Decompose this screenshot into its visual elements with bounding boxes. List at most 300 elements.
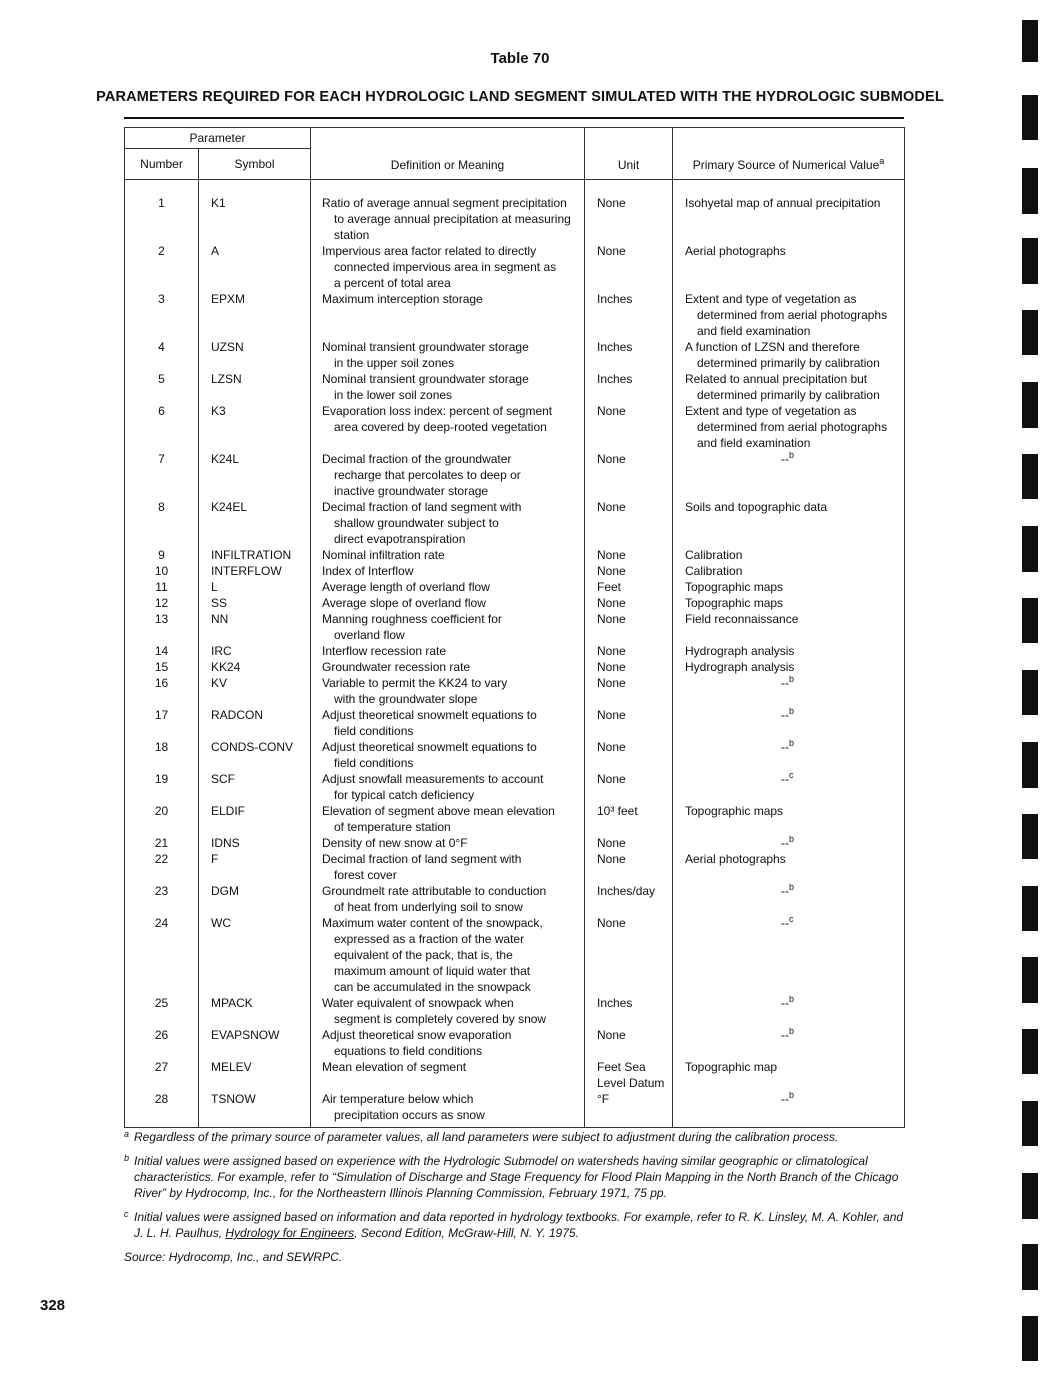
- dash-text: --: [781, 916, 789, 930]
- definition-line: connected impervious area in segment as: [334, 260, 557, 274]
- source-line: Aerial photographs: [685, 244, 786, 258]
- parameter-number: 5: [125, 371, 199, 403]
- parameter-definition: [311, 851, 585, 883]
- definition-line: Index of Interflow: [322, 564, 414, 578]
- parameter-symbol: K24EL: [199, 499, 311, 547]
- unit-line: None: [597, 836, 626, 850]
- no-source-dash: [685, 884, 794, 898]
- parameter-unit: [585, 1091, 673, 1128]
- parameter-symbol: L: [199, 579, 311, 595]
- parameter-definition: [311, 995, 585, 1027]
- parameter-definition: [311, 243, 585, 291]
- no-source-dash: [685, 708, 794, 722]
- parameter-unit: [585, 579, 673, 595]
- page-number: 328: [40, 1297, 66, 1314]
- source-footnote-marker: a: [879, 156, 885, 166]
- parameter-unit: [585, 835, 673, 851]
- table-row: [125, 339, 905, 371]
- definition-line: Air temperature below which: [322, 1092, 474, 1106]
- parameter-number: 4: [125, 339, 199, 371]
- unit-line: None: [597, 644, 626, 658]
- parameter-definition: [311, 1091, 585, 1128]
- footnote-ref: b: [789, 706, 795, 716]
- unit-line: None: [597, 1028, 626, 1042]
- parameter-unit: [585, 643, 673, 659]
- scan-edge-mark: [1022, 1029, 1038, 1074]
- definition-line: Mean elevation of segment: [322, 1060, 467, 1074]
- table-row: [125, 403, 905, 451]
- definition-line: with the groundwater slope: [334, 692, 478, 706]
- definition-line: Decimal fraction of land segment with: [322, 500, 522, 514]
- scan-edge-mark: [1022, 1244, 1038, 1290]
- unit-line: Inches: [597, 996, 633, 1010]
- definition-line: Variable to permit the KK24 to vary: [322, 676, 508, 690]
- parameter-definition: [311, 547, 585, 563]
- parameter-source: [673, 579, 905, 595]
- parameter-source: [673, 739, 905, 771]
- table-row: [125, 499, 905, 547]
- parameter-symbol: EPXM: [199, 291, 311, 339]
- table-label: Table 70: [490, 50, 550, 67]
- parameter-unit: [585, 915, 673, 995]
- source-line: and field examination: [697, 436, 811, 450]
- source-line: Isohyetal map of annual precipitation: [685, 196, 881, 210]
- source-column-header-text: Primary Source of Numerical Value: [692, 158, 880, 172]
- footnote-b-mark: b: [124, 1153, 130, 1163]
- parameter-definition: [311, 1059, 585, 1091]
- parameter-symbol: KK24: [199, 659, 311, 675]
- parameter-definition: [311, 643, 585, 659]
- parameter-symbol: MELEV: [199, 1059, 311, 1091]
- parameter-unit: [585, 1027, 673, 1059]
- parameter-number: 19: [125, 771, 199, 803]
- source-line: Hydrograph analysis: [685, 644, 795, 658]
- no-source-dash: [685, 772, 794, 786]
- unit-line: Level Datum: [597, 1076, 665, 1090]
- parameter-source: [673, 595, 905, 611]
- footnote-ref: c: [789, 770, 794, 780]
- definition-line: Density of new snow at 0°F: [322, 836, 468, 850]
- dash-text: --: [781, 996, 789, 1010]
- source-line: determined primarily by calibration: [697, 388, 880, 402]
- definition-line: Average length of overland flow: [322, 580, 490, 594]
- definition-line: inactive groundwater storage: [334, 484, 489, 498]
- source-note: Source: Hydrocomp, Inc., and SEWRPC.: [124, 1250, 343, 1264]
- footnote-ref: b: [789, 674, 795, 684]
- footnote-a-text: Regardless of the primary source of parameter values, all land parameters were subject to adjustment during the calibration process.: [134, 1130, 839, 1144]
- footnote-b-text: Initial values were assigned based on experience with the Hydrologic Submodel on watersheds having similar geographic or climatological characteristics. For example, refer to “Simulation of Discharge and Stage Frequency for Flood Plain Mapping in the North Branch of the Chicago River” by Hydrocomp, Inc., for the Northeastern Illinois Planning Commission, February 1971, 75 pp.: [134, 1154, 899, 1200]
- parameter-number: 17: [125, 707, 199, 739]
- parameter-source: [673, 643, 905, 659]
- parameter-symbol: MPACK: [199, 995, 311, 1027]
- unit-line: None: [597, 564, 626, 578]
- parameter-number: 10: [125, 563, 199, 579]
- definition-line: Nominal transient groundwater storage: [322, 340, 529, 354]
- definition-line: Groundmelt rate attributable to conduction: [322, 884, 547, 898]
- parameter-symbol: CONDS-CONV: [199, 739, 311, 771]
- parameter-definition: [311, 835, 585, 851]
- footnote-ref: b: [789, 450, 795, 460]
- source-line: Field reconnaissance: [685, 612, 799, 626]
- definition-line: can be accumulated in the snowpack: [334, 980, 531, 994]
- parameter-number: 12: [125, 595, 199, 611]
- unit-line: 10³ feet: [597, 804, 638, 818]
- parameter-unit: [585, 707, 673, 739]
- table-row: [125, 803, 905, 835]
- table-row: [125, 643, 905, 659]
- parameter-definition: [311, 595, 585, 611]
- parameter-unit: [585, 403, 673, 451]
- unit-line: Inches/day: [597, 884, 656, 898]
- table-row: [125, 659, 905, 675]
- definition-line: Ratio of average annual segment precipitation: [322, 196, 567, 210]
- parameter-symbol: F: [199, 851, 311, 883]
- scan-edge-mark: [1022, 238, 1038, 284]
- definition-line: Average slope of overland flow: [322, 596, 486, 610]
- parameter-symbol: DGM: [199, 883, 311, 915]
- footnote-ref: b: [789, 994, 795, 1004]
- definition-line: overland flow: [334, 628, 405, 642]
- source-line: Extent and type of vegetation as: [685, 404, 857, 418]
- number-column-header: Number: [125, 149, 199, 180]
- scan-edge-mark: [1022, 20, 1038, 62]
- table-top-rule: [124, 117, 904, 119]
- parameter-unit: [585, 883, 673, 915]
- footnote-ref: b: [789, 738, 795, 748]
- definition-line: in the upper soil zones: [334, 356, 455, 370]
- dash-text: --: [781, 452, 789, 466]
- footnote-c-text-before: Initial values were assigned based on information and data reported in hydrology textbooks. For example, refer to R. K. Linsley, M. A. Kohler, and J. L. H. Paulhus,: [134, 1210, 904, 1240]
- source-line: determined from aerial photographs: [697, 308, 888, 322]
- table-row: [125, 547, 905, 563]
- unit-line: None: [597, 452, 626, 466]
- source-line: Soils and topographic data: [685, 500, 828, 514]
- parameter-number: 6: [125, 403, 199, 451]
- parameter-symbol: INFILTRATION: [199, 547, 311, 563]
- no-source-dash: [685, 676, 794, 690]
- unit-line: Inches: [597, 372, 633, 386]
- parameter-unit: [585, 803, 673, 835]
- table-row: [125, 595, 905, 611]
- dash-text: --: [781, 740, 789, 754]
- table-row: [125, 1059, 905, 1091]
- parameter-definition: [311, 803, 585, 835]
- definition-line: Decimal fraction of land segment with: [322, 852, 522, 866]
- parameter-unit: [585, 339, 673, 371]
- table-row: [125, 851, 905, 883]
- parameter-source: [673, 851, 905, 883]
- table-row: [125, 563, 905, 579]
- parameter-number: 23: [125, 883, 199, 915]
- parameter-definition: [311, 499, 585, 547]
- scan-edge-mark: [1022, 742, 1038, 788]
- parameter-number: 13: [125, 611, 199, 643]
- footnote-ref: b: [789, 834, 795, 844]
- unit-line: None: [597, 404, 626, 418]
- parameter-source: [673, 547, 905, 563]
- unit-line: Inches: [597, 340, 633, 354]
- definition-line: field conditions: [334, 756, 414, 770]
- parameter-symbol: KV: [199, 675, 311, 707]
- source-line: determined primarily by calibration: [697, 356, 880, 370]
- parameter-unit: [585, 995, 673, 1027]
- scan-edge-mark: [1022, 526, 1038, 572]
- definition-line: forest cover: [334, 868, 397, 882]
- parameter-unit: [585, 291, 673, 339]
- source-line: Calibration: [685, 564, 743, 578]
- scan-edge-mark: [1022, 382, 1038, 428]
- parameter-definition: [311, 579, 585, 595]
- table-row: [125, 579, 905, 595]
- table-row: [125, 1091, 905, 1128]
- parameter-symbol: SCF: [199, 771, 311, 803]
- dash-text: --: [781, 1092, 789, 1106]
- parameter-unit: [585, 595, 673, 611]
- table-row: [125, 371, 905, 403]
- parameter-unit: [585, 451, 673, 499]
- unit-line: °F: [597, 1092, 610, 1106]
- source-line: Topographic maps: [685, 804, 784, 818]
- table-row: [125, 883, 905, 915]
- definition-line: Adjust snowfall measurements to account: [322, 772, 544, 786]
- parameter-unit: [585, 659, 673, 675]
- definition-line: Decimal fraction of the groundwater: [322, 452, 512, 466]
- scan-edge-mark: [1022, 957, 1038, 1003]
- footnote-ref: b: [789, 882, 795, 892]
- parameter-symbol: K1: [199, 195, 311, 243]
- parameter-definition: [311, 403, 585, 451]
- parameter-source: [673, 1059, 905, 1091]
- source-line: Hydrograph analysis: [685, 660, 795, 674]
- source-line: Topographic maps: [685, 596, 784, 610]
- source-line: Aerial photographs: [685, 852, 786, 866]
- dash-text: --: [781, 884, 789, 898]
- parameter-number: 24: [125, 915, 199, 995]
- parameter-source: [673, 611, 905, 643]
- no-source-dash: [685, 1028, 794, 1042]
- parameter-source: [673, 995, 905, 1027]
- definition-line: for typical catch deficiency: [334, 788, 475, 802]
- parameter-number: 3: [125, 291, 199, 339]
- table-row: [125, 739, 905, 771]
- parameter-definition: [311, 371, 585, 403]
- parameter-number: 25: [125, 995, 199, 1027]
- parameter-unit: [585, 499, 673, 547]
- no-source-dash: [685, 836, 794, 850]
- table-row: [125, 771, 905, 803]
- parameter-source: [673, 243, 905, 291]
- footnote-a: [124, 1129, 904, 1145]
- definition-line: Evaporation loss index: percent of segment: [322, 404, 553, 418]
- parameter-unit: [585, 371, 673, 403]
- definition-line: station: [334, 228, 370, 242]
- definition-line: Water equivalent of snowpack when: [322, 996, 514, 1010]
- dash-text: --: [781, 772, 789, 786]
- definition-line: Adjust theoretical snow evaporation: [322, 1028, 512, 1042]
- no-source-dash: [685, 916, 794, 930]
- parameter-definition: [311, 707, 585, 739]
- definition-line: of heat from underlying soil to snow: [334, 900, 523, 914]
- scan-edge-mark: [1022, 1316, 1038, 1361]
- definition-line: area covered by deep-rooted vegetation: [334, 420, 547, 434]
- parameter-symbol: WC: [199, 915, 311, 995]
- table-row: [125, 835, 905, 851]
- parameter-definition: [311, 1027, 585, 1059]
- parameter-symbol: SS: [199, 595, 311, 611]
- parameter-number: 8: [125, 499, 199, 547]
- parameter-number: 18: [125, 739, 199, 771]
- table-row: [125, 195, 905, 243]
- scan-edge-mark: [1022, 95, 1038, 140]
- definition-line: Groundwater recession rate: [322, 660, 471, 674]
- no-source-dash: [685, 1092, 794, 1106]
- footnote-ref: b: [789, 1026, 795, 1036]
- parameter-source: [673, 675, 905, 707]
- parameter-symbol: UZSN: [199, 339, 311, 371]
- table-row: [125, 915, 905, 995]
- parameter-source: [673, 371, 905, 403]
- parameter-symbol: A: [199, 243, 311, 291]
- source-line: Topographic maps: [685, 580, 784, 594]
- unit-line: None: [597, 772, 626, 786]
- parameter-number: 2: [125, 243, 199, 291]
- parameter-number: 14: [125, 643, 199, 659]
- source-line: Calibration: [685, 548, 743, 562]
- unit-line: None: [597, 196, 626, 210]
- parameter-number: 22: [125, 851, 199, 883]
- unit-line: None: [597, 244, 626, 258]
- parameter-source: [673, 195, 905, 243]
- parameter-unit: [585, 547, 673, 563]
- parameter-number: 15: [125, 659, 199, 675]
- definition-line: equivalent of the pack, that is, the: [334, 948, 513, 962]
- dash-text: --: [781, 1028, 789, 1042]
- parameter-definition: [311, 883, 585, 915]
- table-row: [125, 1027, 905, 1059]
- parameter-source: [673, 803, 905, 835]
- parameter-definition: [311, 563, 585, 579]
- parameter-number: 27: [125, 1059, 199, 1091]
- table-row: [125, 675, 905, 707]
- parameter-number: 26: [125, 1027, 199, 1059]
- definition-line: Maximum water content of the snowpack,: [322, 916, 543, 930]
- unit-column-header: Unit: [585, 128, 673, 180]
- parameter-source: [673, 451, 905, 499]
- parameter-source: [673, 883, 905, 915]
- scan-edge-mark: [1022, 1101, 1038, 1146]
- parameter-source: [673, 499, 905, 547]
- definition-line: Elevation of segment above mean elevation: [322, 804, 555, 818]
- unit-line: None: [597, 740, 626, 754]
- table-row: [125, 451, 905, 499]
- no-source-dash: [685, 996, 794, 1010]
- parameter-number: 11: [125, 579, 199, 595]
- parameter-unit: [585, 771, 673, 803]
- parameter-number: 21: [125, 835, 199, 851]
- parameter-symbol: ELDIF: [199, 803, 311, 835]
- dash-text: --: [781, 836, 789, 850]
- parameter-source: [673, 915, 905, 995]
- unit-line: None: [597, 612, 626, 626]
- header-spacer-row: [125, 180, 905, 196]
- parameter-unit: [585, 195, 673, 243]
- parameter-source: [673, 707, 905, 739]
- definition-line: Manning roughness coefficient for: [322, 612, 502, 626]
- footnote-c-book-title: Hydrology for Engineers: [225, 1226, 355, 1240]
- definition-line: to average annual precipitation at measuring: [334, 212, 571, 226]
- unit-line: None: [597, 500, 626, 514]
- unit-line: Inches: [597, 292, 633, 306]
- parameter-number: 1: [125, 195, 199, 243]
- table-row: [125, 243, 905, 291]
- parameter-definition: [311, 195, 585, 243]
- definition-line: in the lower soil zones: [334, 388, 453, 402]
- unit-line: None: [597, 548, 626, 562]
- parameter-source: [673, 403, 905, 451]
- scan-edge-mark: [1022, 814, 1038, 859]
- parameter-symbol: INTERFLOW: [199, 563, 311, 579]
- parameter-source: [673, 771, 905, 803]
- scan-edge-mark: [1022, 1173, 1038, 1219]
- definition-line: Impervious area factor related to directly: [322, 244, 537, 258]
- parameter-source: [673, 291, 905, 339]
- definition-line: Adjust theoretical snowmelt equations to: [322, 708, 537, 722]
- definition-line: precipitation occurs as snow: [334, 1108, 485, 1122]
- parameter-definition: [311, 675, 585, 707]
- parameter-number: 28: [125, 1091, 199, 1128]
- footnote-a-mark: a: [124, 1129, 130, 1139]
- parameter-definition: [311, 915, 585, 995]
- scan-edge-mark: [1022, 598, 1038, 643]
- parameter-definition: [311, 291, 585, 339]
- scan-edge-mark: [1022, 454, 1038, 499]
- parameter-unit: [585, 1059, 673, 1091]
- unit-line: None: [597, 660, 626, 674]
- definition-line: Adjust theoretical snowmelt equations to: [322, 740, 537, 754]
- parameter-unit: [585, 243, 673, 291]
- definition-line: Interflow recession rate: [322, 644, 447, 658]
- unit-line: None: [597, 852, 626, 866]
- parameter-unit: [585, 563, 673, 579]
- unit-line: None: [597, 596, 626, 610]
- parameter-number: 20: [125, 803, 199, 835]
- footnote-c-mark: c: [124, 1209, 129, 1219]
- parameter-definition: [311, 451, 585, 499]
- parameter-unit: [585, 675, 673, 707]
- dash-text: --: [781, 676, 789, 690]
- unit-line: Feet Sea: [597, 1060, 646, 1074]
- parameter-definition: [311, 339, 585, 371]
- parameter-symbol: TSNOW: [199, 1091, 311, 1128]
- parameter-definition: [311, 611, 585, 643]
- parameter-source: [673, 563, 905, 579]
- table-row: [125, 611, 905, 643]
- source-line: Topographic map: [685, 1060, 778, 1074]
- parameter-definition: [311, 739, 585, 771]
- table-body: [125, 180, 905, 1128]
- definition-line: maximum amount of liquid water that: [334, 964, 531, 978]
- definition-line: equations to field conditions: [334, 1044, 483, 1058]
- definition-line: Maximum interception storage: [322, 292, 483, 306]
- parameter-source: [673, 835, 905, 851]
- scan-edge-mark: [1022, 310, 1038, 355]
- table-row: [125, 995, 905, 1027]
- definition-line: of temperature station: [334, 820, 451, 834]
- parameter-number: 16: [125, 675, 199, 707]
- unit-line: None: [597, 916, 626, 930]
- unit-line: None: [597, 676, 626, 690]
- parameter-number: 9: [125, 547, 199, 563]
